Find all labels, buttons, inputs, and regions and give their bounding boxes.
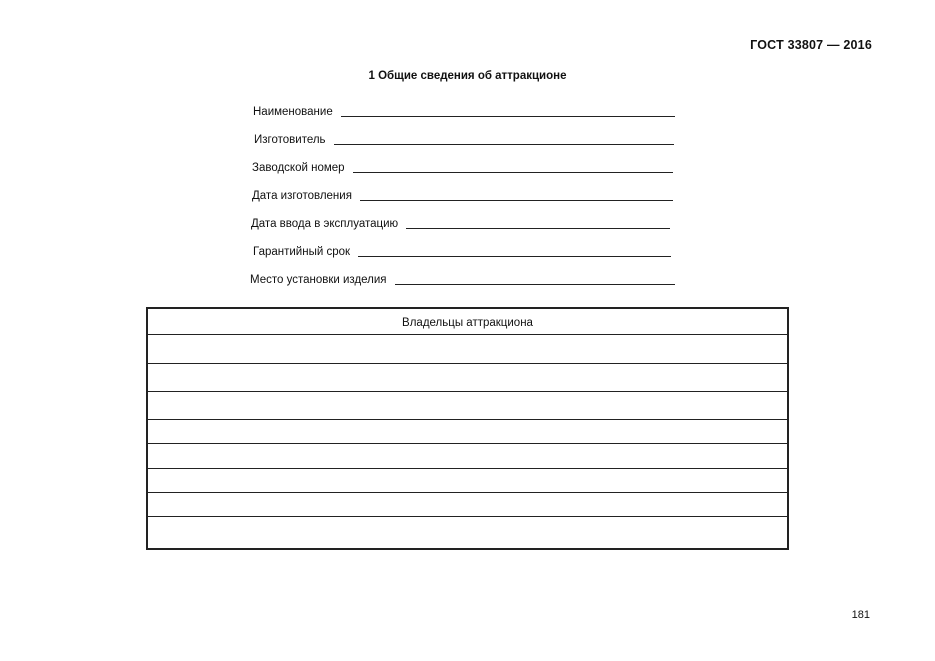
field-label-installation-place: Место установки изделия (250, 274, 387, 286)
owner-row[interactable] (148, 364, 787, 392)
owner-row[interactable] (148, 420, 787, 444)
owners-table (146, 307, 789, 550)
owner-row[interactable] (148, 335, 787, 364)
field-label-serial-number: Заводской номер (252, 162, 345, 174)
owner-row[interactable] (148, 469, 787, 493)
field-row-manufacture-date (252, 189, 673, 203)
field-line-serial-number[interactable] (353, 171, 673, 173)
field-row-warranty (253, 245, 671, 259)
field-row-name (253, 105, 675, 119)
field-label-manufacture-date: Дата изготовления (252, 190, 352, 202)
section-title: 1 Общие сведения об аттракционе (368, 70, 567, 82)
field-line-warranty[interactable] (358, 255, 671, 257)
field-row-serial-number (252, 161, 673, 175)
field-line-manufacture-date[interactable] (360, 199, 673, 201)
field-row-manufacturer (254, 133, 674, 147)
field-line-manufacturer[interactable] (334, 143, 674, 145)
owners-table-header: Владельцы аттракциона (148, 309, 787, 335)
field-line-commissioning-date[interactable] (406, 227, 670, 229)
standard-code: ГОСТ 33807 — 2016 (750, 38, 872, 52)
owner-row[interactable] (148, 493, 787, 517)
field-label-name: Наименование (253, 106, 333, 118)
owner-row[interactable] (148, 392, 787, 420)
page-number: 181 (851, 609, 870, 621)
owner-row[interactable] (148, 444, 787, 469)
field-label-manufacturer: Изготовитель (254, 134, 326, 146)
owner-row[interactable] (148, 517, 787, 548)
field-line-installation-place[interactable] (395, 283, 675, 285)
field-row-commissioning-date (251, 217, 670, 231)
field-label-warranty: Гарантийный срок (253, 246, 351, 258)
field-label-commissioning-date: Дата ввода в эксплуатацию (251, 218, 399, 230)
field-line-name[interactable] (341, 115, 675, 117)
field-row-installation-place (250, 273, 675, 287)
